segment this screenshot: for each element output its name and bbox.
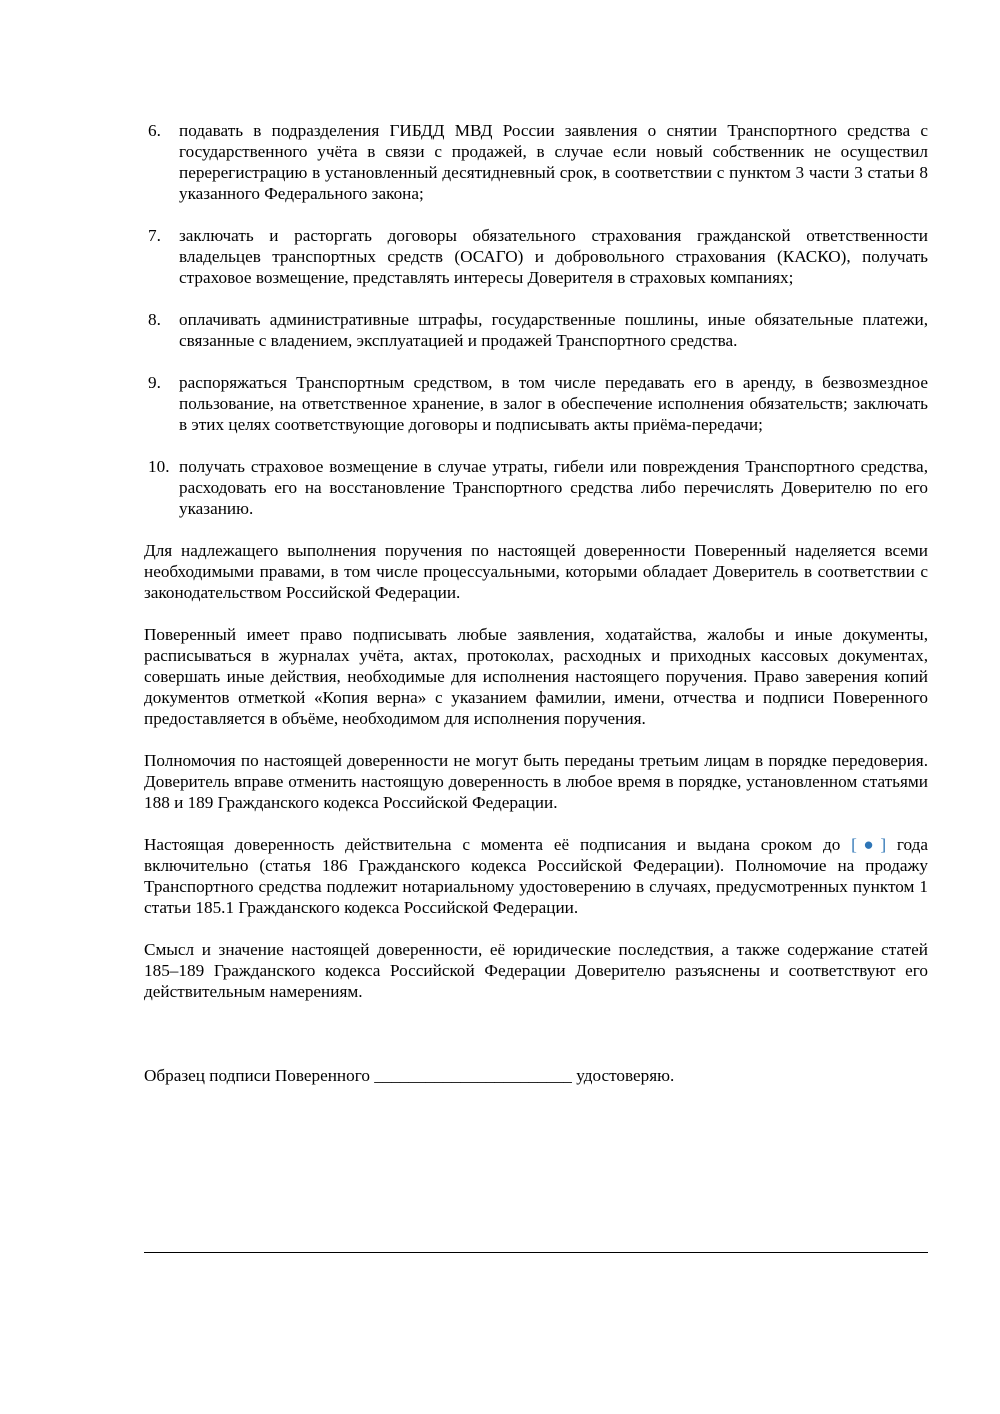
signature-sample-line [144,1065,928,1086]
list-item-number: 6. [148,121,161,140]
list-item-text: получать страховое возмещение в случае утраты, гибели или повреждения Транспортного средства, расходовать его на восстановление Транспортного средства либо перечислять Доверителю по его указанию. [179,457,928,518]
paragraph-validity [144,834,928,918]
date-placeholder: [●] [851,835,887,854]
list-item-number: 8. [148,310,161,329]
list-item-number: 9. [148,373,161,392]
signature-blank: _______________________ [374,1066,572,1085]
paragraph-rights: Для надлежащего выполнения поручения по настоящей доверенности Поверенный наделяется всеми необходимыми правами, в том числе процессуальными, которыми обладает Доверитель в соответствии с законодательством Российской Федерации. [144,541,928,602]
list-item-text: заключать и расторгать договоры обязательного страхования гражданской ответственности владельцев транспортных средств (ОСАГО) и добровольного страхования (КАСКО), получать страховое возмещение, представлять интересы Доверителя в страховых компаниях; [179,226,928,287]
list-item-number: 10. [148,457,170,476]
list-item [144,225,928,288]
powers-list [144,120,928,519]
signature-suffix: удостоверяю. [576,1066,675,1085]
footer-divider [144,1252,928,1253]
list-item [144,456,928,519]
paragraph-delegation: Полномочия по настоящей доверенности не могут быть переданы третьим лицам в порядке передоверия. Доверитель вправе отменить настоящую доверенность в любое время в порядке, установленном статьями 188 и 189 Гражданского кодекса Российской Федерации. [144,751,928,812]
list-item-text: подавать в подразделения ГИБДД МВД России заявления о снятии Транспортного средства с государственного учёта в связи с продажей, в случае если новый собственник не осуществил перерегистрацию в установленный десятидневный срок, в соответствии с пунктом 3 части 3 статьи 8 указанного Федерального закона; [179,121,928,203]
document-page [144,120,928,1107]
list-item-text: распоряжаться Транспортным средством, в том числе передавать его в аренду, в безвозмездное пользование, на ответственное хранение, в залог в обеспечение исполнения обязательств; заключать в этих целях соответствующие договоры и подписывать акты приёма-передачи; [179,373,928,434]
list-item-number: 7. [148,226,161,245]
paragraph-acknowledgement: Смысл и значение настоящей доверенности, её юридические последствия, а также содержание статей 185–189 Гражданского кодекса Российской Федерации Доверителю разъяснены и соответствуют его действительным намерениям. [144,940,928,1001]
validity-text-end: года включительно (статья 186 Гражданского кодекса Российской Федерации). Полномочие на продажу Транспортного средства подлежит нотариальному удостоверению в случаях, предусмотренных пунктом 1 статьи 185.1 Гражданского кодекса Российской Федерации. [144,835,929,917]
validity-text-start: Настоящая доверенность действительна с момента её подписания и выдана сроком до [144,835,852,854]
list-item [144,372,928,435]
signature-label: Образец подписи Поверенного [144,1066,370,1085]
list-item [144,120,928,204]
list-item [144,309,928,351]
list-item-text: оплачивать административные штрафы, государственные пошлины, иные обязательные платежи, связанные с владением, эксплуатацией и продажей Транспортного средства. [179,310,928,350]
paragraph-signing-authority: Поверенный имеет право подписывать любые заявления, ходатайства, жалобы и иные документы, расписываться в журналах учёта, актах, протоколах, расходных и приходных кассовых документах, совершать иные действия, необходимые для исполнения настоящего поручения. Право заверения копий документов отметкой «Копия верна» с указанием фамилии, имени, отчества и подписи Поверенного предоставляется в объёме, необходимом для исполнения поручения. [144,625,928,728]
